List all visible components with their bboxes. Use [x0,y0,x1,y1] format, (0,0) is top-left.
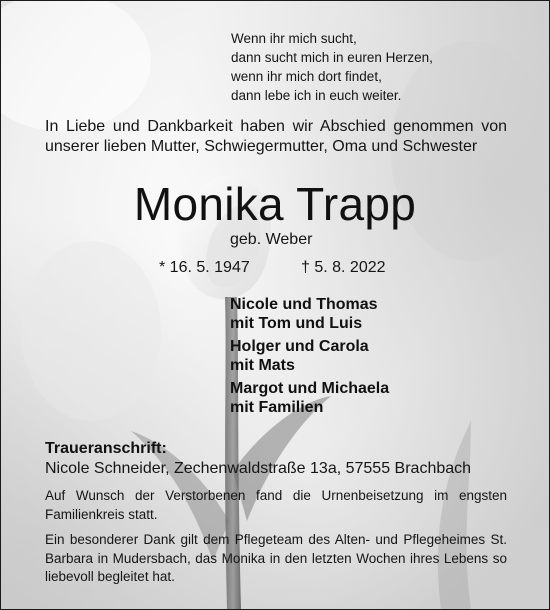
death-date: † 5. 8. 2022 [301,259,386,276]
mourners-list [230,295,490,421]
deceased-name: Monika Trapp [133,178,417,230]
birth-date: * 16. 5. 1947 [159,259,250,276]
mourner-line: mit Familien [230,399,324,416]
mourner-group [230,379,490,417]
mourner-group [230,295,490,333]
poem-line: wenn ihr mich dort findet, [231,69,382,84]
burial-note: Auf Wunsch der Verstorbenen fand die Urnenbeisetzung im engsten Familienkreis statt. [45,488,507,522]
mourner-group [230,337,490,375]
poem-line: dann lebe ich in euch weiter. [231,88,402,103]
address-line: Nicole Schneider, Zechenwaldstraße 13a, 57555 Brachbach [45,460,472,477]
mourner-line: mit Mats [230,357,295,374]
mourner-line: Margot und Michaela [230,380,390,397]
mourner-line: Holger und Carola [230,338,369,355]
intro-text: In Liebe und Dankbarkeit haben wir Abschied genommen von unserer lieben Mutter, Schwiegermutter, Oma und Schwester [45,118,507,155]
address-heading: Traueranschrift: [45,440,167,457]
mourner-line: mit Tom und Luis [230,315,363,332]
maiden-name: geb. Weber [230,231,313,248]
poem-line: Wenn ihr mich sucht, [231,31,357,46]
poem-line: dann sucht mich in euren Herzen, [231,50,433,65]
poem [231,29,531,105]
mourner-line: Nicole und Thomas [230,296,378,313]
thanks-note: Ein besonderer Dank gilt dem Pflegeteam des Alten- und Pflegeheimes St. Barbara in Mudersbach, das Monika in den letzten Wochen ihres Lebens so liebevoll begleitet hat. [45,532,507,584]
